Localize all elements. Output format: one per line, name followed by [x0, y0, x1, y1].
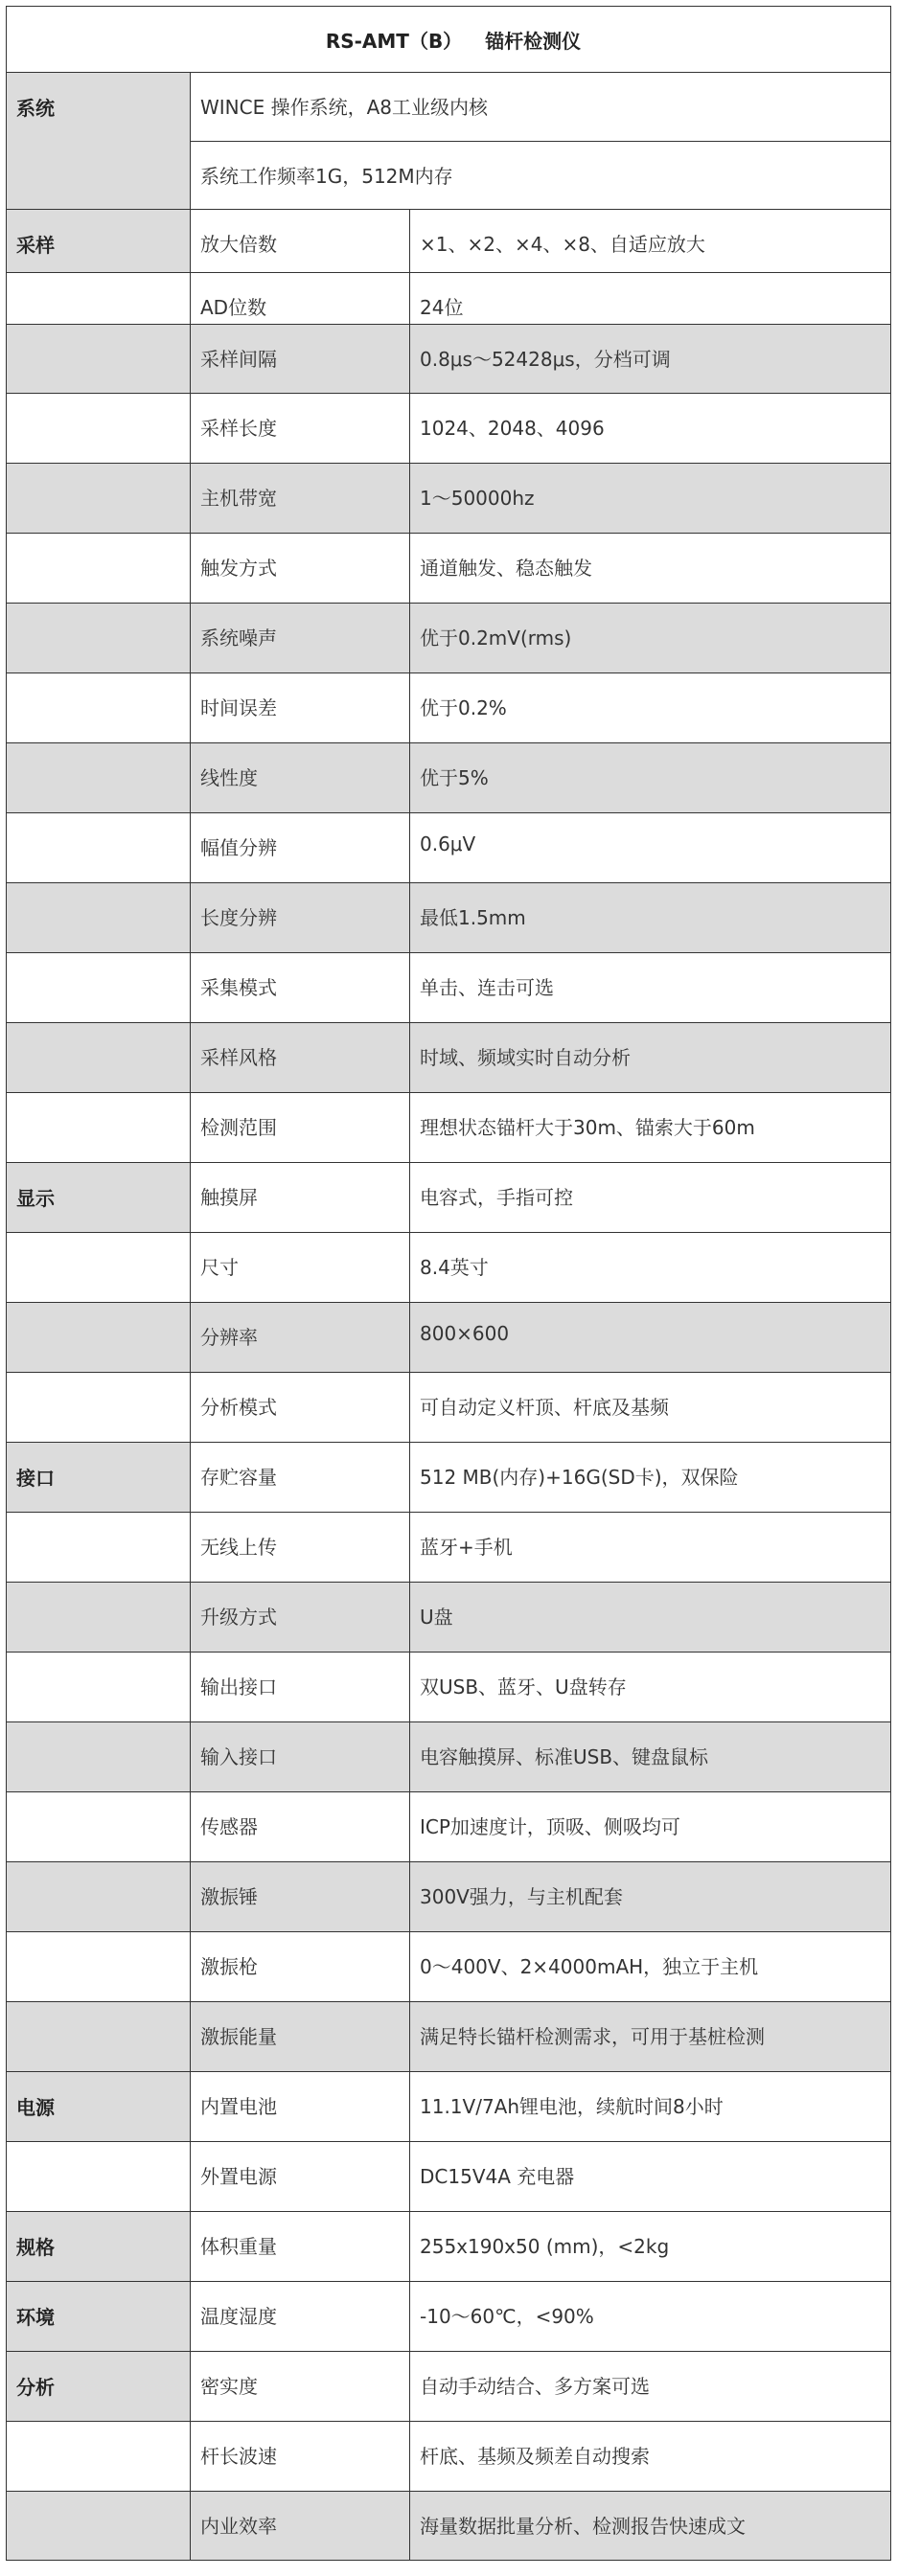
table-row [7, 743, 891, 813]
category-cell-empty [7, 604, 191, 673]
table-row [7, 2002, 891, 2072]
table-row [7, 1023, 891, 1093]
table-row [7, 1792, 891, 1862]
category-cell-empty [7, 2142, 191, 2212]
param-name: 采集模式 [191, 953, 410, 1023]
param-name: 升级方式 [191, 1583, 410, 1653]
category-cell: 规格 [7, 2212, 191, 2282]
category-cell-empty [7, 883, 191, 953]
table-row [7, 604, 891, 673]
table-row [7, 273, 891, 325]
category-cell: 系统 [7, 73, 191, 210]
table-row [7, 1163, 891, 1233]
param-value: 通道触发、稳态触发 [410, 534, 891, 604]
table-row [7, 534, 891, 604]
category-cell-empty [7, 1303, 191, 1373]
param-value: 1～50000hz [410, 464, 891, 534]
param-name: 传感器 [191, 1792, 410, 1862]
table-row [7, 1373, 891, 1443]
system-value: WINCE 操作系统，A8工业级内核 [191, 73, 891, 142]
category-cell-empty [7, 1233, 191, 1303]
table-row [7, 1303, 891, 1373]
param-value: 优于0.2% [410, 673, 891, 743]
table-row [7, 1653, 891, 1722]
param-name: 存贮容量 [191, 1443, 410, 1513]
category-cell-empty [7, 394, 191, 464]
spec-table-body [7, 7, 891, 2561]
table-row [7, 1722, 891, 1792]
param-name: 尺寸 [191, 1233, 410, 1303]
param-name: 系统噪声 [191, 604, 410, 673]
param-name: 放大倍数 [191, 210, 410, 273]
table-title [7, 7, 891, 73]
param-value: ×1、×2、×4、×8、自适应放大 [410, 210, 891, 273]
param-name: 采样长度 [191, 394, 410, 464]
param-value: 8.4英寸 [410, 1233, 891, 1303]
category-cell-empty [7, 1023, 191, 1093]
param-value: -10～60℃，<90% [410, 2282, 891, 2352]
param-name: 密实度 [191, 2352, 410, 2422]
param-value: DC15V4A 充电器 [410, 2142, 891, 2212]
param-name: 分辨率 [191, 1303, 410, 1373]
param-name: 幅值分辨 [191, 813, 410, 883]
param-value: 杆底、基频及频差自动搜索 [410, 2422, 891, 2492]
category-cell-empty [7, 743, 191, 813]
param-value: U盘 [410, 1583, 891, 1653]
table-row [7, 673, 891, 743]
title-row [7, 7, 891, 73]
category-cell-empty [7, 2002, 191, 2072]
table-row [7, 2142, 891, 2212]
param-value: 0.6μV [410, 813, 891, 883]
table-row [7, 2492, 891, 2561]
param-name: 输出接口 [191, 1653, 410, 1722]
category-cell-empty [7, 1583, 191, 1653]
table-row [7, 883, 891, 953]
category-cell: 采样 [7, 210, 191, 273]
param-name: 外置电源 [191, 2142, 410, 2212]
category-cell: 接口 [7, 1443, 191, 1513]
category-cell-empty [7, 325, 191, 394]
category-cell-empty [7, 1862, 191, 1932]
table-row [7, 1932, 891, 2002]
param-name: 触摸屏 [191, 1163, 410, 1233]
table-row [7, 2072, 891, 2142]
param-name: 内业效率 [191, 2492, 410, 2561]
param-value: 0～400V、2×4000mAH，独立于主机 [410, 1932, 891, 2002]
table-row [7, 1093, 891, 1163]
category-cell-empty [7, 1513, 191, 1583]
category-cell-empty [7, 2492, 191, 2561]
param-value: 最低1.5mm [410, 883, 891, 953]
param-value: 优于0.2mV(rms) [410, 604, 891, 673]
category-cell-empty [7, 2422, 191, 2492]
param-value: 理想状态锚杆大于30m、锚索大于60m [410, 1093, 891, 1163]
table-row [7, 1233, 891, 1303]
param-value: 优于5% [410, 743, 891, 813]
param-name: 采样风格 [191, 1023, 410, 1093]
param-name: 时间误差 [191, 673, 410, 743]
table-row [7, 1583, 891, 1653]
param-value: 双USB、蓝牙、U盘转存 [410, 1653, 891, 1722]
param-value: 11.1V/7Ah锂电池，续航时间8小时 [410, 2072, 891, 2142]
param-name: 主机带宽 [191, 464, 410, 534]
category-cell: 环境 [7, 2282, 191, 2352]
param-value: 512 MB(内存)+16G(SD卡)，双保险 [410, 1443, 891, 1513]
table-row [7, 1443, 891, 1513]
param-value: 海量数据批量分析、检测报告快速成文 [410, 2492, 891, 2561]
param-value: 电容式，手指可控 [410, 1163, 891, 1233]
category-cell-empty [7, 673, 191, 743]
param-value: 800×600 [410, 1303, 891, 1373]
param-name: 温度湿度 [191, 2282, 410, 2352]
table-row [7, 813, 891, 883]
table-row [7, 325, 891, 394]
table-row [7, 953, 891, 1023]
param-name: 触发方式 [191, 534, 410, 604]
model-name: RS-AMT（B） [325, 29, 463, 53]
category-cell-empty [7, 953, 191, 1023]
param-value: 电容触摸屏、标准USB、键盘鼠标 [410, 1722, 891, 1792]
category-cell-empty [7, 1932, 191, 2002]
param-value: 300V强力，与主机配套 [410, 1862, 891, 1932]
table-row [7, 73, 891, 142]
table-row [7, 2422, 891, 2492]
param-name: 输入接口 [191, 1722, 410, 1792]
param-value: 0.8μs～52428μs，分档可调 [410, 325, 891, 394]
param-value: 单击、连击可选 [410, 953, 891, 1023]
param-name: 长度分辨 [191, 883, 410, 953]
param-name: 杆长波速 [191, 2422, 410, 2492]
category-cell: 电源 [7, 2072, 191, 2142]
param-value: ICP加速度计，顶吸、侧吸均可 [410, 1792, 891, 1862]
param-value: 255x190x50 (mm)，<2kg [410, 2212, 891, 2282]
param-name: 激振枪 [191, 1932, 410, 2002]
param-value: 时域、频域实时自动分析 [410, 1023, 891, 1093]
param-name: 分析模式 [191, 1373, 410, 1443]
param-name: 激振能量 [191, 2002, 410, 2072]
table-row [7, 464, 891, 534]
param-name: 内置电池 [191, 2072, 410, 2142]
table-row [7, 394, 891, 464]
param-name: 激振锤 [191, 1862, 410, 1932]
spec-table [6, 6, 891, 2561]
category-cell: 显示 [7, 1163, 191, 1233]
param-value: 24位 [410, 273, 891, 325]
param-value: 蓝牙+手机 [410, 1513, 891, 1583]
param-name: 检测范围 [191, 1093, 410, 1163]
param-value: 自动手动结合、多方案可选 [410, 2352, 891, 2422]
param-name: 体积重量 [191, 2212, 410, 2282]
category-cell-empty [7, 1722, 191, 1792]
category-cell-empty [7, 813, 191, 883]
param-name: AD位数 [191, 273, 410, 325]
category-cell-empty [7, 1373, 191, 1443]
category-cell-empty [7, 273, 191, 325]
param-value: 满足特长锚杆检测需求，可用于基桩检测 [410, 2002, 891, 2072]
category-cell: 分析 [7, 2352, 191, 2422]
category-cell-empty [7, 464, 191, 534]
table-row [7, 210, 891, 273]
system-value: 系统工作频率1G，512M内存 [191, 142, 891, 210]
category-cell-empty [7, 1792, 191, 1862]
param-name: 线性度 [191, 743, 410, 813]
category-cell-empty [7, 1093, 191, 1163]
param-name: 无线上传 [191, 1513, 410, 1583]
param-value: 1024、2048、4096 [410, 394, 891, 464]
category-cell-empty [7, 1653, 191, 1722]
table-row [7, 2212, 891, 2282]
table-row [7, 1862, 891, 1932]
device-name: 锚杆检测仪 [485, 29, 582, 53]
table-row [7, 2282, 891, 2352]
table-row [7, 1513, 891, 1583]
param-name: 采样间隔 [191, 325, 410, 394]
table-row [7, 2352, 891, 2422]
category-cell-empty [7, 534, 191, 604]
param-value: 可自动定义杆顶、杆底及基频 [410, 1373, 891, 1443]
